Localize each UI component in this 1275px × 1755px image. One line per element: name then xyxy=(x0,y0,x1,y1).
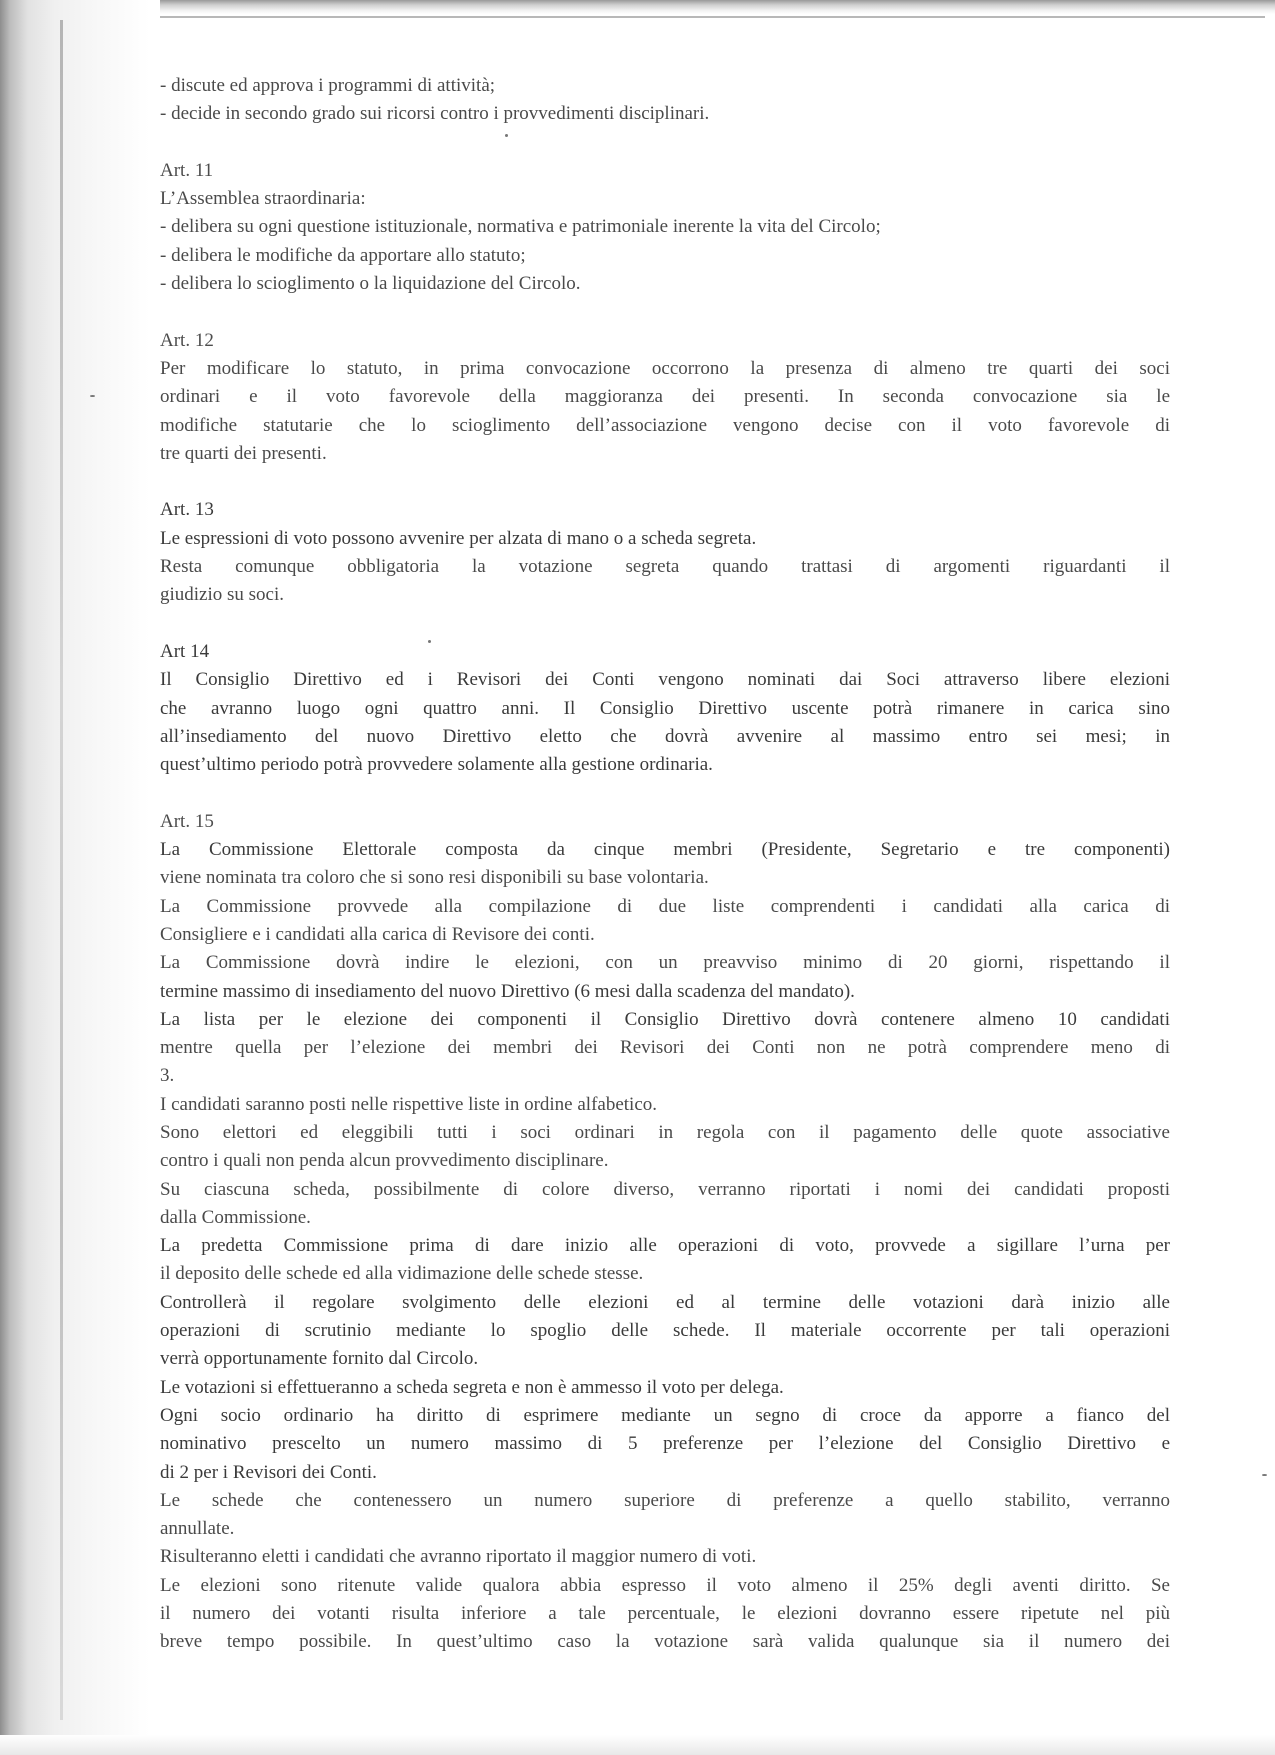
text-line: giudizio su soci. xyxy=(160,584,285,606)
text-line: che avranno luogo ogni quattro anni. Il Consiglio Direttivo uscente potrà rimanere in carica sino xyxy=(160,697,1170,719)
scan-top-edge xyxy=(0,0,1275,14)
text-line: - delibera le modifiche da apportare allo statuto; xyxy=(160,244,526,266)
scan-left-shadow xyxy=(0,0,160,1755)
article-heading: Art. 15 xyxy=(160,810,214,832)
text-line: Consigliere e i candidati alla carica di Revisore dei conti. xyxy=(160,923,595,945)
article-heading: Art. 11 xyxy=(160,159,214,181)
scan-top-line xyxy=(10,16,1265,18)
article-heading: Art 14 xyxy=(160,640,210,662)
text-line: - delibera su ogni questione istituzionale, normativa e patrimoniale inerente la vita del Circolo; xyxy=(160,216,881,238)
text-line: Su ciascuna scheda, possibilmente di colore diverso, verranno riportati i nomi dei candidati proposti xyxy=(160,1178,1170,1200)
text-line: - decide in secondo grado sui ricorsi contro i provvedimenti disciplinari. xyxy=(160,103,710,125)
text-line: all’insediamento del nuovo Direttivo eletto che dovrà avvenire al massimo entro sei mesi; in xyxy=(160,725,1170,747)
text-line: breve tempo possibile. In quest’ultimo caso la votazione sarà valida qualunque sia il numero dei xyxy=(160,1631,1170,1653)
text-line: La lista per le elezione dei componenti il Consiglio Direttivo dovrà contenere almeno 10 candidati xyxy=(160,1008,1170,1030)
text-line: verrà opportunamente fornito dal Circolo. xyxy=(160,1348,479,1370)
text-line: Risulteranno eletti i candidati che avranno riportato il maggior numero di voti. xyxy=(160,1546,757,1568)
text-line: La predetta Commissione prima di dare inizio alle operazioni di voto, provvede a sigillare l’urna per xyxy=(160,1235,1170,1257)
document-page xyxy=(160,72,1170,1657)
text-line: dalla Commissione. xyxy=(160,1206,311,1228)
article-heading: Art. 12 xyxy=(160,329,214,351)
text-line: ordinari e il voto favorevole della maggioranza dei presenti. In seconda convocazione sia le xyxy=(160,386,1170,408)
text-line: modifiche statutarie che lo scioglimento dell’associazione vengono decise con il voto favorevole di xyxy=(160,414,1170,436)
text-line: La Commissione dovrà indire le elezioni, con un preavviso minimo di 20 giorni, rispettando il xyxy=(160,952,1170,974)
text-line: Controllerà il regolare svolgimento delle elezioni ed al termine delle votazioni darà inizio alle xyxy=(160,1291,1170,1313)
text-line: il deposito delle schede ed alla vidimazione delle schede stesse. xyxy=(160,1263,644,1285)
text-line: Sono elettori ed eleggibili tutti i soci ordinari in regola con il pagamento delle quote associative xyxy=(160,1121,1170,1143)
text-line: Resta comunque obbligatoria la votazione segreta quando trattasi di argomenti riguardanti il xyxy=(160,556,1170,578)
scan-speck xyxy=(90,395,95,397)
text-line: termine massimo di insediamento del nuovo Direttivo (6 mesi dalla scadenza del mandato). xyxy=(160,980,855,1002)
text-line: nominativo prescelto un numero massimo di 5 preferenze per l’elezione del Consiglio Direttivo e xyxy=(160,1433,1170,1455)
text-line: di 2 per i Revisori dei Conti. xyxy=(160,1461,377,1483)
text-line: operazioni di scrutinio mediante lo spoglio delle schede. Il materiale occorrente per tali operazioni xyxy=(160,1320,1170,1342)
text-line: annullate. xyxy=(160,1518,235,1540)
article-heading: Art. 13 xyxy=(160,499,214,521)
text-line: Ogni socio ordinario ha diritto di esprimere mediante un segno di croce da apporre a fianco del xyxy=(160,1404,1170,1426)
scan-left-fold xyxy=(60,20,63,1720)
scan-bottom-edge xyxy=(0,1735,1275,1755)
text-line: Le espressioni di voto possono avvenire per alzata di mano o a scheda segreta. xyxy=(160,527,757,549)
text-line: contro i quali non penda alcun provvedimento disciplinare. xyxy=(160,1150,609,1172)
text-line: - delibera lo scioglimento o la liquidazione del Circolo. xyxy=(160,273,581,295)
text-line: il numero dei votanti risulta inferiore a tale percentuale, le elezioni dovranno essere ripetute nel più xyxy=(160,1603,1170,1625)
text-line: - discute ed approva i programmi di attività; xyxy=(160,75,496,96)
text-line: Il Consiglio Direttivo ed i Revisori dei Conti vengono nominati dai Soci attraverso libere elezioni xyxy=(160,669,1170,691)
text-line: L’Assemblea straordinaria: xyxy=(160,188,366,210)
text-line: Le votazioni si effettueranno a scheda segreta e non è ammesso il voto per delega. xyxy=(160,1376,784,1398)
text-line: mentre quella per l’elezione dei membri dei Revisori dei Conti non ne potrà comprendere meno di xyxy=(160,1037,1170,1059)
text-line: viene nominata tra coloro che si sono resi disponibili su base volontaria. xyxy=(160,867,709,889)
text-line: Le schede che contenessero un numero superiore di preferenze a quello stabilito, verranno xyxy=(160,1489,1170,1511)
text-line: tre quarti dei presenti. xyxy=(160,442,327,464)
text-line: 3. xyxy=(160,1065,175,1087)
text-line: Le elezioni sono ritenute valide qualora abbia espresso il voto almeno il 25% degli aventi diritto. Se xyxy=(160,1574,1170,1596)
text-line: La Commissione Elettorale composta da cinque membri (Presidente, Segretario e tre componenti) xyxy=(160,839,1170,861)
scan-speck xyxy=(1262,1474,1267,1476)
text-line: quest’ultimo periodo potrà provvedere solamente alla gestione ordinaria. xyxy=(160,754,713,776)
text-line: I candidati saranno posti nelle rispettive liste in ordine alfabetico. xyxy=(160,1093,658,1115)
text-line: Per modificare lo statuto, in prima convocazione occorrono la presenza di almeno tre quarti dei soci xyxy=(160,357,1170,379)
text-line: La Commissione provvede alla compilazione di due liste comprendenti i candidati alla carica di xyxy=(160,895,1170,917)
